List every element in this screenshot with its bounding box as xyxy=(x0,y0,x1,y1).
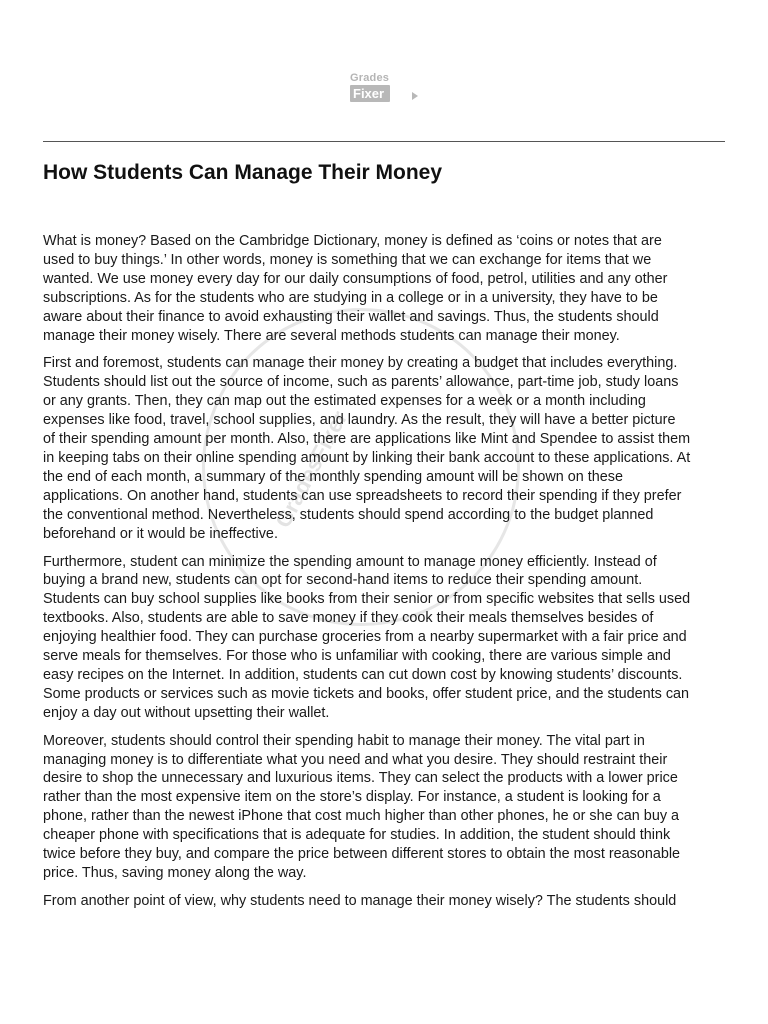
text-line: Moreover, students should control their spending habit to manage their money. The vital part in xyxy=(43,732,645,749)
text-line: Students should list out the source of income, such as parents’ allowance, part-time job, study loans xyxy=(43,374,679,391)
text-line: From another point of view, why students need to manage their money wisely? The students should xyxy=(43,892,677,909)
paragraph-2 xyxy=(43,354,725,543)
text-line: rather than the most expensive item on the store’s display. For instance, a student is looking for a xyxy=(43,789,661,806)
paragraph-3 xyxy=(43,553,725,723)
text-line: phone, rather than the newest iPhone that cost much higher than other phones, he or she can buy a xyxy=(43,808,680,825)
logo-tag-arrow-icon xyxy=(412,92,418,100)
text-line: applications. On another hand, students can use spreadsheets to record their spending if they prefer xyxy=(43,487,682,504)
text-line: Furthermore, student can minimize the spending amount to manage money efficiently. Instead of xyxy=(43,553,657,570)
text-line: enjoy a day out without upsetting their wallet. xyxy=(43,704,330,721)
text-line: desire to shop the unnecessary and luxurious items. They can select the products with a lower price xyxy=(43,770,678,787)
text-line: cheaper phone with specifications that is adequate for studies. In addition, the student should think xyxy=(43,827,671,844)
text-line: buying a brand new, students can opt for second-hand items to reduce their spending amount. xyxy=(43,572,643,589)
text-line: manage their money wisely. There are several methods students can manage their money. xyxy=(43,327,620,344)
paragraph-1 xyxy=(43,232,725,345)
text-line: serve meals for themselves. For those who is unfamiliar with cooking, there are various simple and xyxy=(43,648,671,665)
text-line: in keeping tabs on their online spending amount by linking their bank account to these applications. At xyxy=(43,449,691,466)
paragraph-5 xyxy=(43,892,725,911)
text-line: Some products or services such as movie tickets and books, offer student price, and the students can xyxy=(43,685,690,702)
logo-box-text: Fixer xyxy=(350,85,390,102)
text-line: used to buy things.’ In other words, money is something that we can exchange for items that we xyxy=(43,251,652,268)
text-line: First and foremost, students can manage their money by creating a budget that includes everything. xyxy=(43,355,678,372)
text-line: managing money is to differentiate what you need and what you desire. They should restraint their xyxy=(43,751,668,768)
text-line: easy recipes on the Internet. In addition, students can cut down cost by knowing students’ discounts. xyxy=(43,666,683,683)
text-line: enjoying healthier food. They can purchase groceries from a nearby supermarket with a fair price and xyxy=(43,629,687,646)
text-line: What is money? Based on the Cambridge Dictionary, money is defined as ‘coins or notes that are xyxy=(43,233,662,249)
text-line: price. Thus, saving money along the way. xyxy=(43,865,307,881)
text-line: wanted. We use money every day for our daily consumptions of food, petrol, utilities and any other xyxy=(43,270,668,287)
text-line: of their spending amount per month. Also, there are applications like Mint and Spendee to assist them xyxy=(43,431,691,448)
logo-top-text: Grades xyxy=(350,72,390,84)
text-line: subscriptions. As for the students who are studying in a college or in a university, they have to be xyxy=(43,289,658,306)
header-divider xyxy=(43,141,725,142)
text-line: or any grants. Then, they can map out the estimated expenses for a week or a month including xyxy=(43,393,646,410)
text-line: aware about their finance to avoid exhausting their wallet and savings. Thus, the students should xyxy=(43,308,659,325)
gradesfixer-logo xyxy=(350,72,420,106)
text-line: textbooks. Also, students are able to save money if they cook their meals themselves besides of xyxy=(43,610,654,627)
watermark-text: GradesFixer xyxy=(270,406,353,532)
text-line: expenses like food, travel, school supplies, and laundry. As the result, they will have a better picture xyxy=(43,412,676,429)
paragraph-4 xyxy=(43,732,725,883)
text-line: the end of each month, a summary of the monthly spending amount will be shown on these xyxy=(43,468,623,485)
text-line: twice before they buy, and compare the price between different stores to obtain the most reasonable xyxy=(43,846,681,863)
essay-body xyxy=(43,232,725,920)
text-line: beforehand or it would be ineffective. xyxy=(43,525,278,542)
page-title: How Students Can Manage Their Money xyxy=(43,161,443,184)
text-line: the conventional method. Nevertheless, students should spend according to the budget planned xyxy=(43,506,654,523)
text-line: Students can buy school supplies like books from their senior or from specific websites that sells used xyxy=(43,591,691,608)
